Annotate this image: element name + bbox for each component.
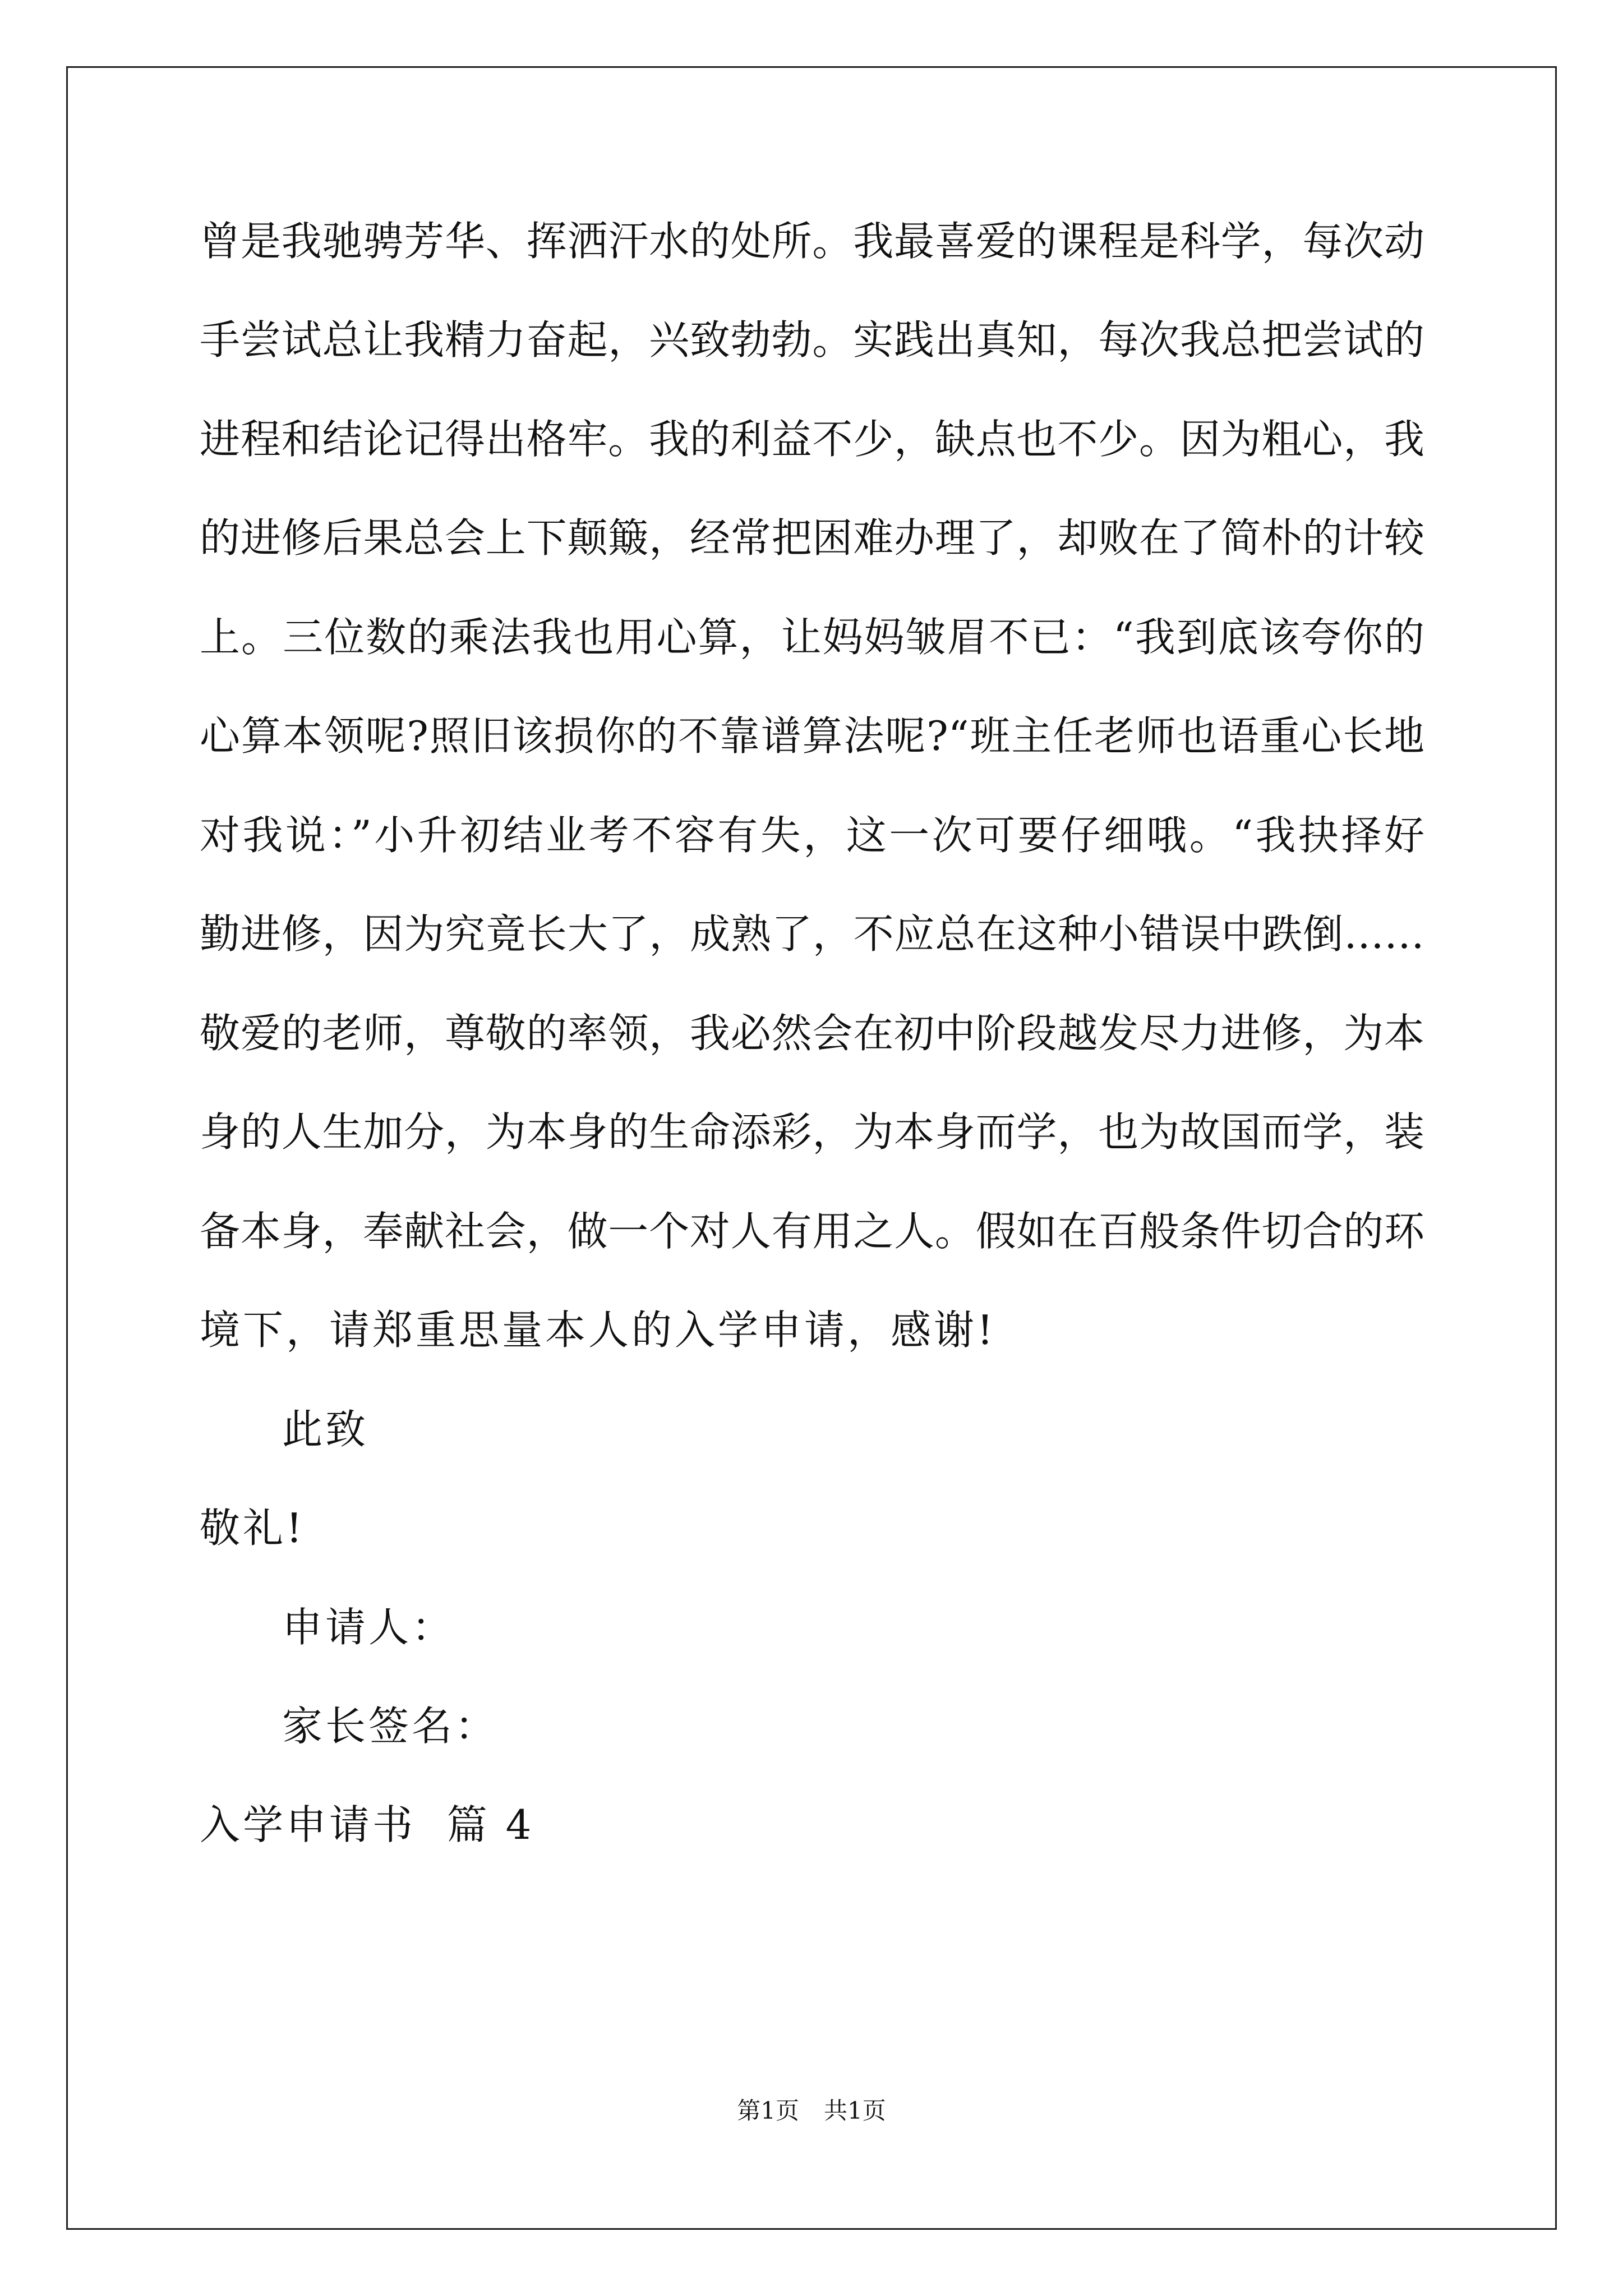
paragraph-line-5: 上。三位数的乘法我也用心算，让妈妈皱眉不已：“我到底该夸你的 [200,614,1424,661]
paragraph-line-11: 备本身，奉献社会，做一个对人有用之人。假如在百般条件切合的环 [200,1208,1424,1255]
paragraph-line-4: 的进修后果总会上下颠簸，经常把困难办理了，却败在了简朴的计较 [200,514,1424,562]
paragraph-line-10: 身的人生加分，为本身的生命添彩，为本身而学，也为故国而学，装 [200,1108,1424,1156]
paragraph-line-6: 心算本领呢?照旧该损你的不靠谱算法呢?“班主任老师也语重心长地 [200,712,1424,760]
paragraph-line-1: 曾是我驰骋芳华、挥洒汗水的处所。我最喜爱的课程是科学，每次动 [200,218,1424,265]
closing-salutation: 此致 [282,1406,369,1453]
next-section-heading: 入学申请书 篇 4 [200,1801,534,1848]
paragraph-line-2: 手尝试总让我精力奋起，兴致勃勃。实践出真知，每次我总把尝试的 [200,316,1424,364]
page-number-total: 共1页 [824,2097,886,2124]
page-number-current: 第1页 [737,2097,799,2124]
paragraph-line-8: 勤进修，因为究竟长大了，成熟了，不应总在这种小错误中跌倒…… [200,910,1424,958]
parent-signature-label: 家长签名： [282,1703,499,1750]
paragraph-line-9: 敬爱的老师，尊敬的率领，我必然会在初中阶段越发尽力进修，为本 [200,1010,1424,1057]
paragraph-line-12: 境下，请郑重思量本人的入学申请，感谢! [200,1306,996,1354]
regards-line: 敬礼! [200,1504,305,1552]
applicant-label: 申请人： [282,1604,455,1651]
paragraph-line-3: 进程和结论记得出格牢。我的利益不少，缺点也不少。因为粗心，我 [200,416,1424,463]
paragraph-line-7: 对我说：”小升初结业考不容有失，这一次可要仔细哦。“我抉择好 [200,812,1424,859]
page-footer [0,2094,1623,2128]
